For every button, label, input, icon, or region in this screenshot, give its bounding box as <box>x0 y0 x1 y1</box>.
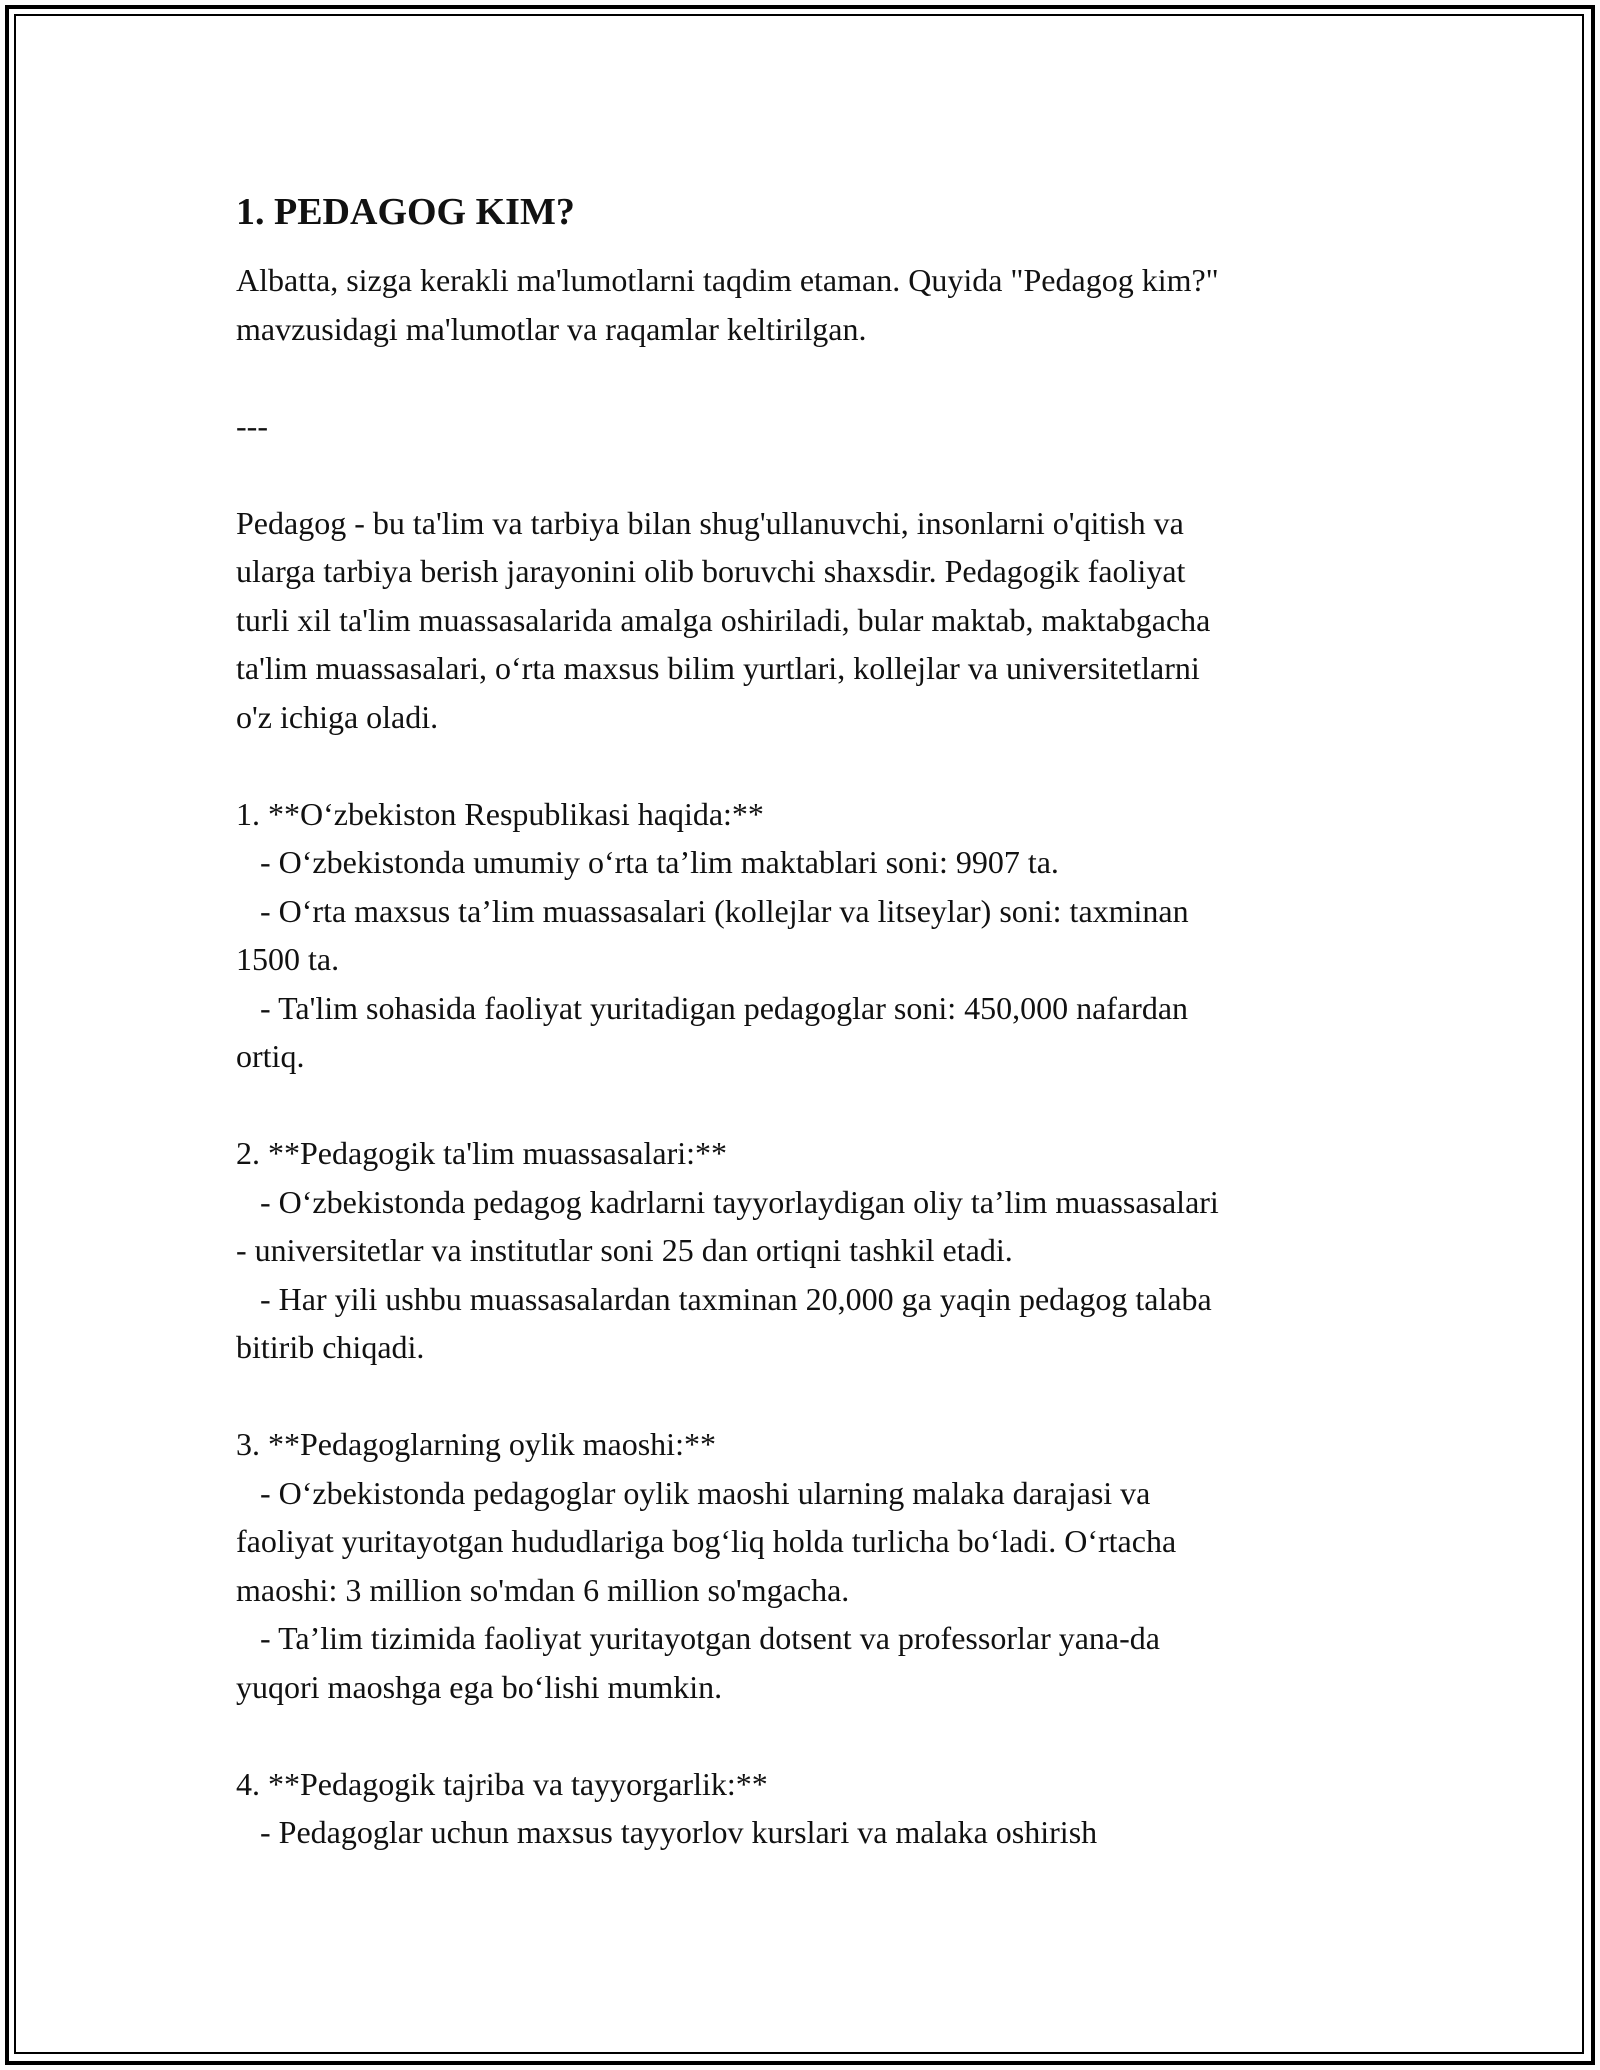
section-line: - O‘zbekistonda pedagog kadrlarni tayyorlaydigan oliy ta’lim muassasalari <box>236 1183 1219 1220</box>
section-line: - universitetlar va institutlar soni 25 dan ortiqni tashkil etadi. <box>236 1232 1013 1268</box>
definition-line: ularga tarbiya berish jarayonini olib boruvchi shaxsdir. Pedagogik faoliyat <box>236 553 1186 589</box>
section-3 <box>236 1420 1376 1711</box>
section-1 <box>236 790 1376 1081</box>
document-body <box>236 188 1376 1857</box>
section-line: bitirib chiqadi. <box>236 1329 425 1365</box>
section-heading: 2. **Pedagogik ta'lim muassasalari:** <box>236 1135 728 1171</box>
definition-line: turli xil ta'lim muassasalarida amalga oshiriladi, bular maktab, maktabgacha <box>236 601 1211 638</box>
definition-line: ta'lim muassasalari, o‘rta maxsus bilim yurtlari, kollejlar va universitetlarni <box>236 650 1200 686</box>
section-line: - O‘zbekistonda pedagoglar oylik maoshi ularning malaka darajasi va <box>236 1474 1151 1511</box>
definition-line: o'z ichiga oladi. <box>236 698 439 735</box>
section-line: 1500 ta. <box>236 941 340 977</box>
blank-line <box>236 741 1376 790</box>
section-4 <box>236 1760 1376 1857</box>
intro-line: Albatta, sizga kerakli ma'lumotlarni taqdim etaman. Quyida "Pedagog kim?" <box>236 262 1219 298</box>
section-line: faoliyat yuritayotgan hududlariga bog‘liq holda turlicha bo‘ladi. O‘rtacha <box>236 1523 1177 1559</box>
section-line: - Har yili ushbu muassasalardan taxminan 20,000 ga yaqin pedagog talaba <box>236 1280 1212 1317</box>
section-line: - Pedagoglar uchun maxsus tayyorlov kurslari va malaka oshirish <box>236 1814 1098 1850</box>
section-heading: 1. **O‘zbekiston Respublikasi haqida:** <box>236 795 764 832</box>
blank-line <box>236 1372 1376 1421</box>
section-2 <box>236 1129 1376 1372</box>
page-title: 1. PEDAGOG KIM? <box>236 191 575 233</box>
blank-line <box>236 1081 1376 1130</box>
blank-line <box>236 353 1376 402</box>
section-line: - Ta’lim tizimida faoliyat yuritayotgan dotsent va professorlar yana-da <box>236 1620 1160 1656</box>
blank-line <box>236 450 1376 499</box>
section-line: ortiq. <box>236 1038 305 1074</box>
section-heading: 3. **Pedagoglarning oylik maoshi:** <box>236 1426 716 1462</box>
section-heading: 4. **Pedagogik tajriba va tayyorgarlik:** <box>236 1765 768 1802</box>
section-line: maoshi: 3 million so'mdan 6 million so'mgacha. <box>236 1571 850 1608</box>
section-line: - Ta'lim sohasida faoliyat yuritadigan pedagoglar soni: 450,000 nafardan <box>236 989 1189 1026</box>
definition-line: Pedagog - bu ta'lim va tarbiya bilan shug'ullanuvchi, insonlarni o'qitish va <box>236 504 1184 541</box>
separator: --- <box>236 407 268 444</box>
intro-line: mavzusidagi ma'lumotlar va raqamlar keltirilgan. <box>236 310 867 347</box>
section-line: - O‘rta maxsus ta’lim muassasalari (kollejlar va litseylar) soni: taxminan <box>236 892 1189 929</box>
blank-line <box>236 1711 1376 1760</box>
section-line: - O‘zbekistonda umumiy o‘rta ta’lim maktablari soni: 9907 ta. <box>236 844 1059 880</box>
section-line: yuqori maoshga ega bo‘lishi mumkin. <box>236 1668 723 1705</box>
